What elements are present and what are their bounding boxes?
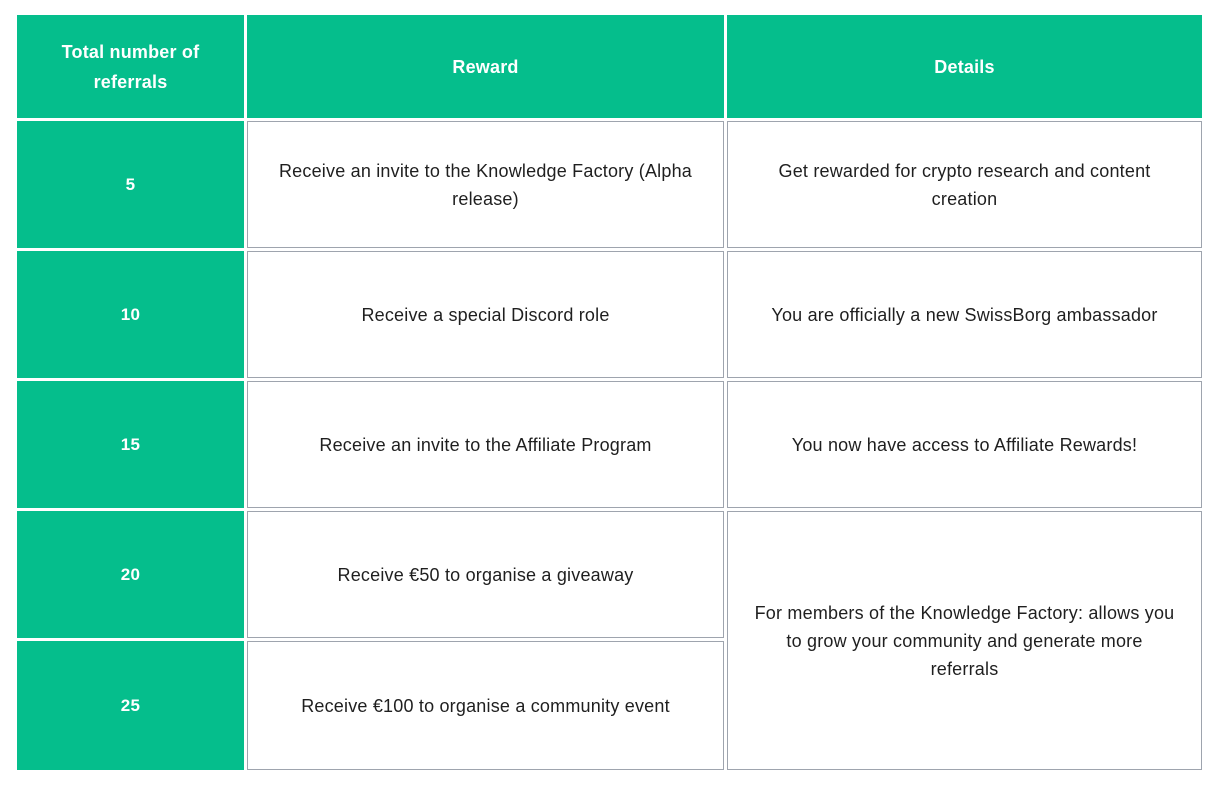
referral-count-cell: 10 bbox=[17, 251, 244, 378]
reward-cell: Receive a special Discord role bbox=[247, 251, 724, 378]
referral-count-cell: 20 bbox=[17, 511, 244, 638]
reward-cell: Receive €50 to organise a giveaway bbox=[247, 511, 724, 638]
column-header-total-referrals: Total number of referrals bbox=[17, 15, 244, 118]
table-row-20-referrals bbox=[17, 511, 1202, 638]
header-row bbox=[17, 15, 1202, 118]
reward-cell: Receive an invite to the Knowledge Factory (Alpha release) bbox=[247, 121, 724, 248]
column-header-details: Details bbox=[727, 15, 1202, 118]
referral-count-cell: 15 bbox=[17, 381, 244, 508]
table-row-15-referrals bbox=[17, 381, 1202, 508]
referral-rewards-table bbox=[14, 12, 1205, 773]
details-cell-merged: For members of the Knowledge Factory: allows you to grow your community and generate more referrals bbox=[727, 511, 1202, 770]
reward-cell: Receive €100 to organise a community event bbox=[247, 641, 724, 770]
column-header-reward: Reward bbox=[247, 15, 724, 118]
table-row-5-referrals bbox=[17, 121, 1202, 248]
referral-count-cell: 5 bbox=[17, 121, 244, 248]
referral-count-cell: 25 bbox=[17, 641, 244, 770]
details-cell: Get rewarded for crypto research and content creation bbox=[727, 121, 1202, 248]
details-cell: You are officially a new SwissBorg ambassador bbox=[727, 251, 1202, 378]
details-cell: You now have access to Affiliate Rewards! bbox=[727, 381, 1202, 508]
table-row-10-referrals bbox=[17, 251, 1202, 378]
reward-cell: Receive an invite to the Affiliate Program bbox=[247, 381, 724, 508]
